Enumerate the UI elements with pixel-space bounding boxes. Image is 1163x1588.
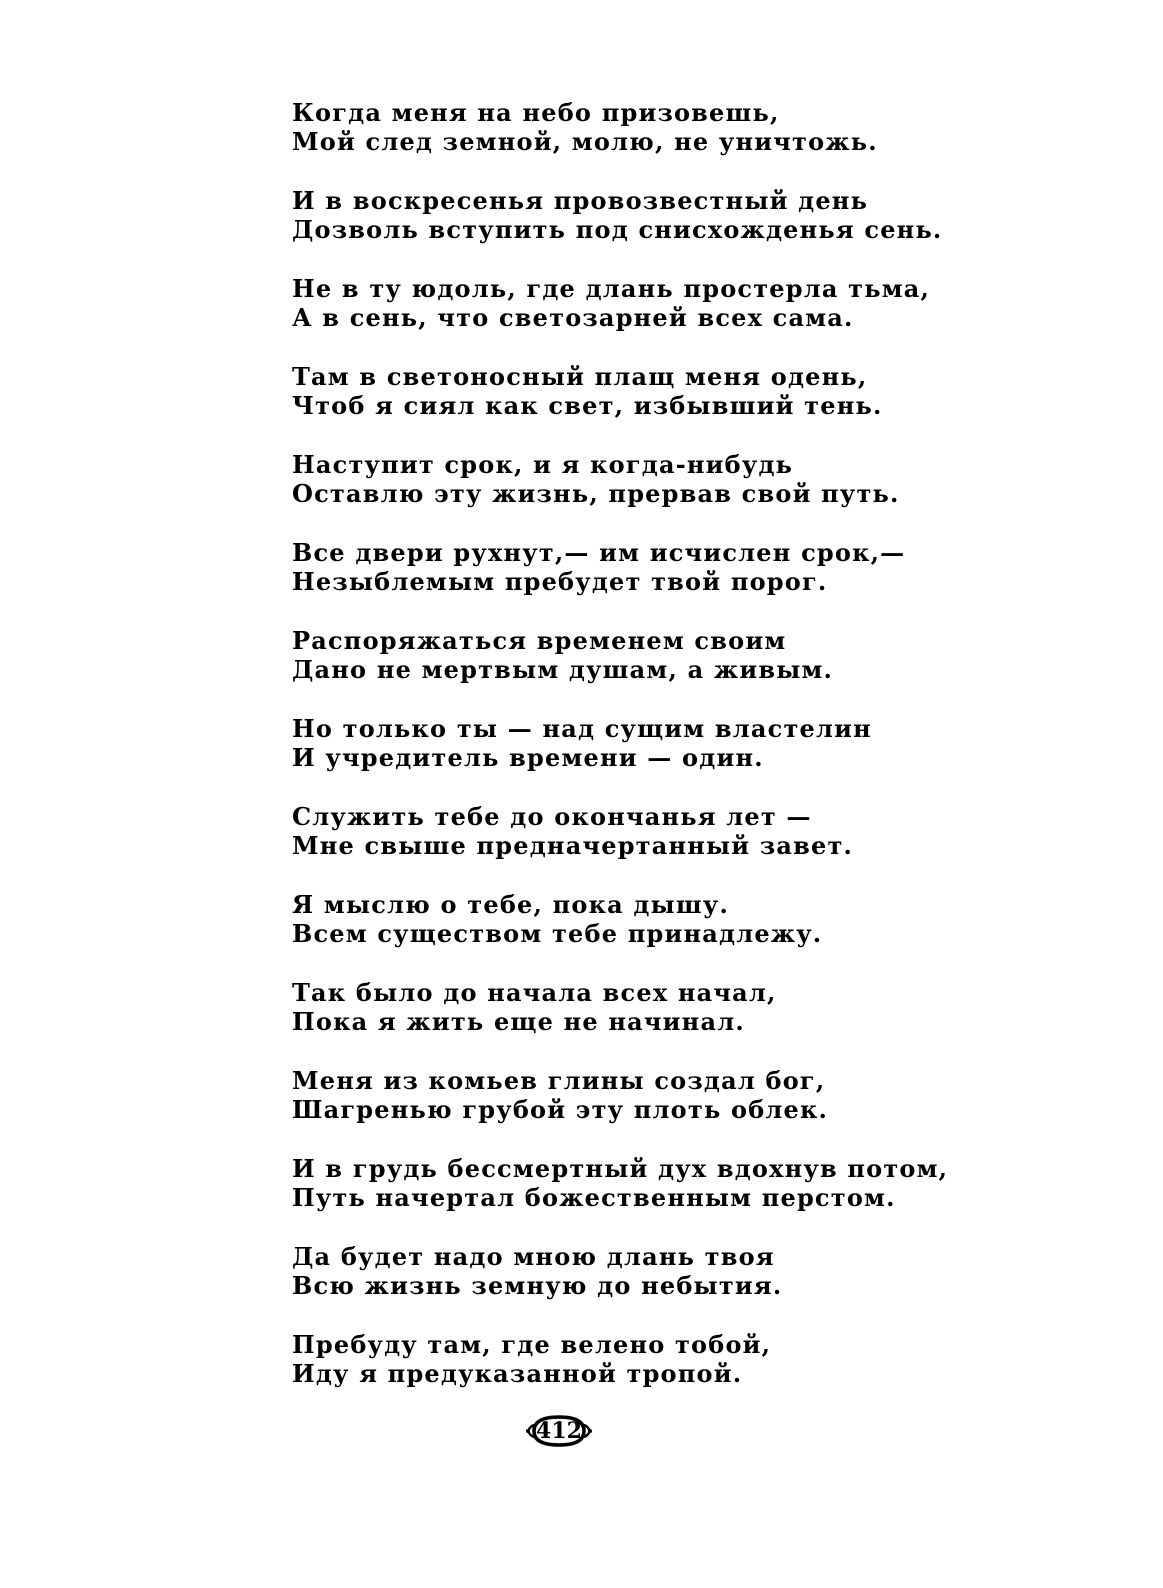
stanza (292, 98, 948, 156)
verse-line: И учредитель времени — один. (292, 743, 764, 772)
stanza (292, 362, 948, 420)
verse-line: Когда меня на небо призовешь, (292, 98, 780, 127)
stanza (292, 1242, 948, 1300)
page-number (524, 1412, 594, 1450)
page-number-text: 412 (536, 1418, 582, 1444)
verse-line: Меня из комьев глины создал бог, (292, 1066, 826, 1095)
verse-line: Наступит срок, и я когда-нибудь (292, 450, 794, 479)
stanza (292, 1330, 948, 1388)
stanza (292, 186, 948, 244)
verse-line: Шагренью грубой эту плоть облек. (292, 1095, 829, 1124)
verse-line: А в сень, что светозарней всех сама. (292, 303, 854, 332)
stanza (292, 626, 948, 684)
stanza (292, 1154, 948, 1212)
stanza (292, 450, 948, 508)
verse-line: Путь начертал божественным перстом. (292, 1183, 896, 1212)
stanza (292, 714, 948, 772)
verse-line: Но только ты — над сущим властелин (292, 714, 872, 743)
verse-line: Так было до начала всех начал, (292, 978, 777, 1007)
verse-line: Чтоб я сиял как свет, избывший тень. (292, 391, 883, 420)
stanza (292, 538, 948, 596)
verse-line: Оставлю эту жизнь, прервав свой путь. (292, 479, 900, 508)
verse-line: Мой след земной, молю, не уничтожь. (292, 127, 878, 156)
verse-line: Всем существом тебе принадлежу. (292, 919, 823, 948)
stanza (292, 274, 948, 332)
verse-line: Всю жизнь земную до небытия. (292, 1271, 783, 1300)
verse-line: Я мыслю о тебе, пока дышу. (292, 890, 729, 919)
verse-line: Дозволь вступить под снисхожденья сень. (292, 215, 943, 244)
verse-line: Не в ту юдоль, где длань простерла тьма, (292, 274, 931, 303)
verse-line: Да будет надо мною длань твоя (292, 1242, 775, 1271)
verse-line: Там в светоносный плащ меня одень, (292, 362, 868, 391)
verse-line: И в грудь бессмертный дух вдохнув потом, (292, 1154, 949, 1183)
stanza (292, 890, 948, 948)
stanza (292, 1066, 948, 1124)
verse-line: Все двери рухнут,— им исчислен срок,— (292, 538, 906, 567)
verse-line: Иду я предуказанной тропой. (292, 1359, 743, 1388)
verse-line: Незыблемым пребудет твой порог. (292, 567, 828, 596)
poem-body (292, 98, 948, 1418)
verse-line: Пока я жить еще не начинал. (292, 1007, 745, 1036)
verse-line: Распоряжаться временем своим (292, 626, 787, 655)
verse-line: И в воскресенья провозвестный день (292, 186, 869, 215)
verse-line: Мне свыше предначертанный завет. (292, 831, 854, 860)
verse-line: Служить тебе до окончанья лет — (292, 802, 812, 831)
verse-line: Дано не мертвым душам, а живым. (292, 655, 834, 684)
stanza (292, 978, 948, 1036)
verse-line: Пребуду там, где велено тобой, (292, 1330, 772, 1359)
stanza (292, 802, 948, 860)
